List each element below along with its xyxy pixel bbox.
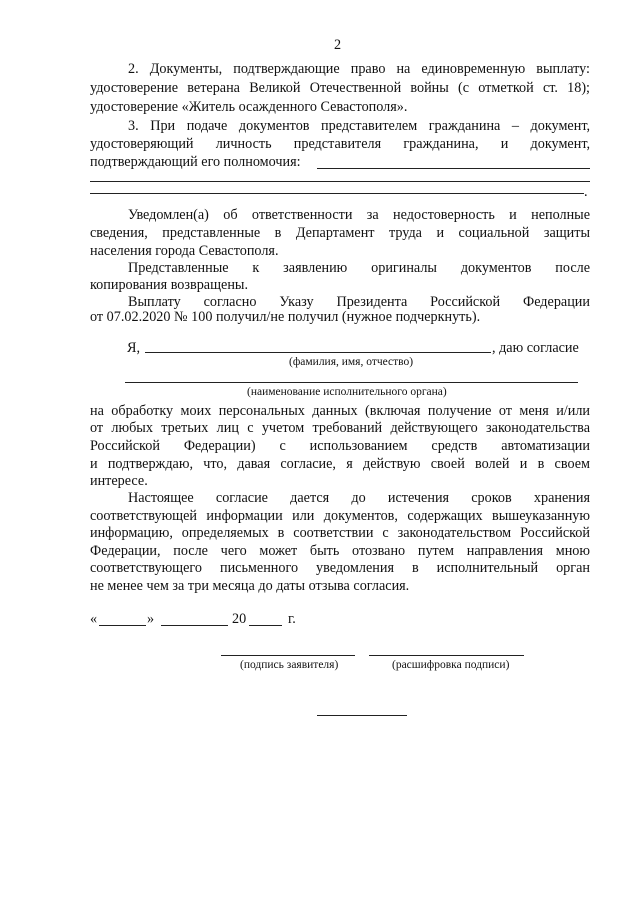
consent-ya: Я,	[127, 340, 141, 356]
authority-doc-underline	[317, 168, 590, 169]
signature-decode-caption: (расшифровка подписи)	[392, 659, 510, 671]
organ-field-line[interactable]	[125, 382, 578, 383]
payment-line2: от 07.02.2020 № 100 получил/не получил (нужное подчеркнуть).	[90, 309, 481, 325]
consent-p2-line4: Федерации, после чего может быть отозвано путем направления мною	[90, 543, 590, 559]
date-year-prefix: 20	[232, 611, 247, 627]
consent-p1-line1: на обработку моих персональных данных (включая получение от меня и/или	[90, 403, 590, 419]
consent-p2-line1: Настоящее согласие дается до истечения сроков хранения	[128, 490, 590, 506]
consent-p2-line5: соответствующего письменного уведомления в исполнительный орган	[90, 560, 590, 576]
page-number: 2	[334, 37, 342, 53]
organ-caption: (наименование исполнительного органа)	[247, 386, 447, 398]
consent-p1-line3: Российской Федерации) с использованием средств автоматизации	[90, 438, 590, 454]
item2-line2: удостоверение ветерана Великой Отечественной войны (с отметкой ст. 18);	[90, 80, 590, 96]
authority-doc-underline-3	[90, 193, 584, 194]
date-year-suffix: г.	[288, 611, 296, 627]
originals-line1: Представленные к заявлению оригиналы документов после	[128, 260, 590, 276]
consent-p2-line3: информацию, определяемых в соответствии с законодательством Российской	[90, 525, 590, 541]
consent-p1-line5: интересе.	[90, 473, 148, 489]
date-month-field[interactable]	[161, 625, 228, 626]
signature-decode-field[interactable]	[369, 655, 524, 656]
item3-line3: подтверждающий его полномочия:	[90, 154, 301, 170]
applicant-signature-caption: (подпись заявителя)	[240, 659, 339, 671]
item2-line3: удостоверение «Житель осажденного Севастополя».	[90, 99, 408, 115]
notice-line1: Уведомлен(а) об ответственности за недостоверность и неполные	[128, 207, 590, 223]
consent-p2-line2: соответствующей информации или документов, содержащих вышеуказанную	[90, 508, 590, 524]
date-open-quote: «	[90, 611, 98, 627]
notice-line2: сведения, представленные в Департамент труда и социальной защиты	[90, 225, 590, 241]
notice-line3: населения города Севастополя.	[90, 243, 279, 259]
closing-separator	[317, 715, 407, 716]
date-year-field[interactable]	[249, 625, 282, 626]
date-close-quote: »	[147, 611, 155, 627]
fio-caption: (фамилия, имя, отчество)	[289, 356, 414, 368]
item3-line2: удостоверяющий личность представителя гражданина, и документ,	[90, 136, 590, 152]
authority-doc-underline-2	[90, 181, 590, 182]
consent-suffix: , даю согласие	[492, 340, 579, 356]
payment-line1: Выплату согласно Указу Президента Российской Федерации	[128, 294, 590, 310]
consent-p1-line4: и подтверждаю, что, давая согласие, я действую своей волей и в своем	[90, 456, 590, 472]
item3-line1: 3. При подаче документов представителем гражданина – документ,	[128, 118, 590, 134]
fio-field-line[interactable]	[145, 352, 491, 353]
originals-line2: копирования возвращены.	[90, 277, 248, 293]
date-day-field[interactable]	[99, 625, 146, 626]
item2-line1: 2. Документы, подтверждающие право на единовременную выплату:	[128, 61, 590, 77]
consent-p2-line6: не менее чем за три месяца до даты отзыва согласия.	[90, 578, 410, 594]
consent-p1-line2: от любых третьих лиц с учетом требований действующего законодательства	[90, 420, 590, 436]
period-mark: .	[584, 184, 588, 200]
applicant-signature-field[interactable]	[221, 655, 355, 656]
